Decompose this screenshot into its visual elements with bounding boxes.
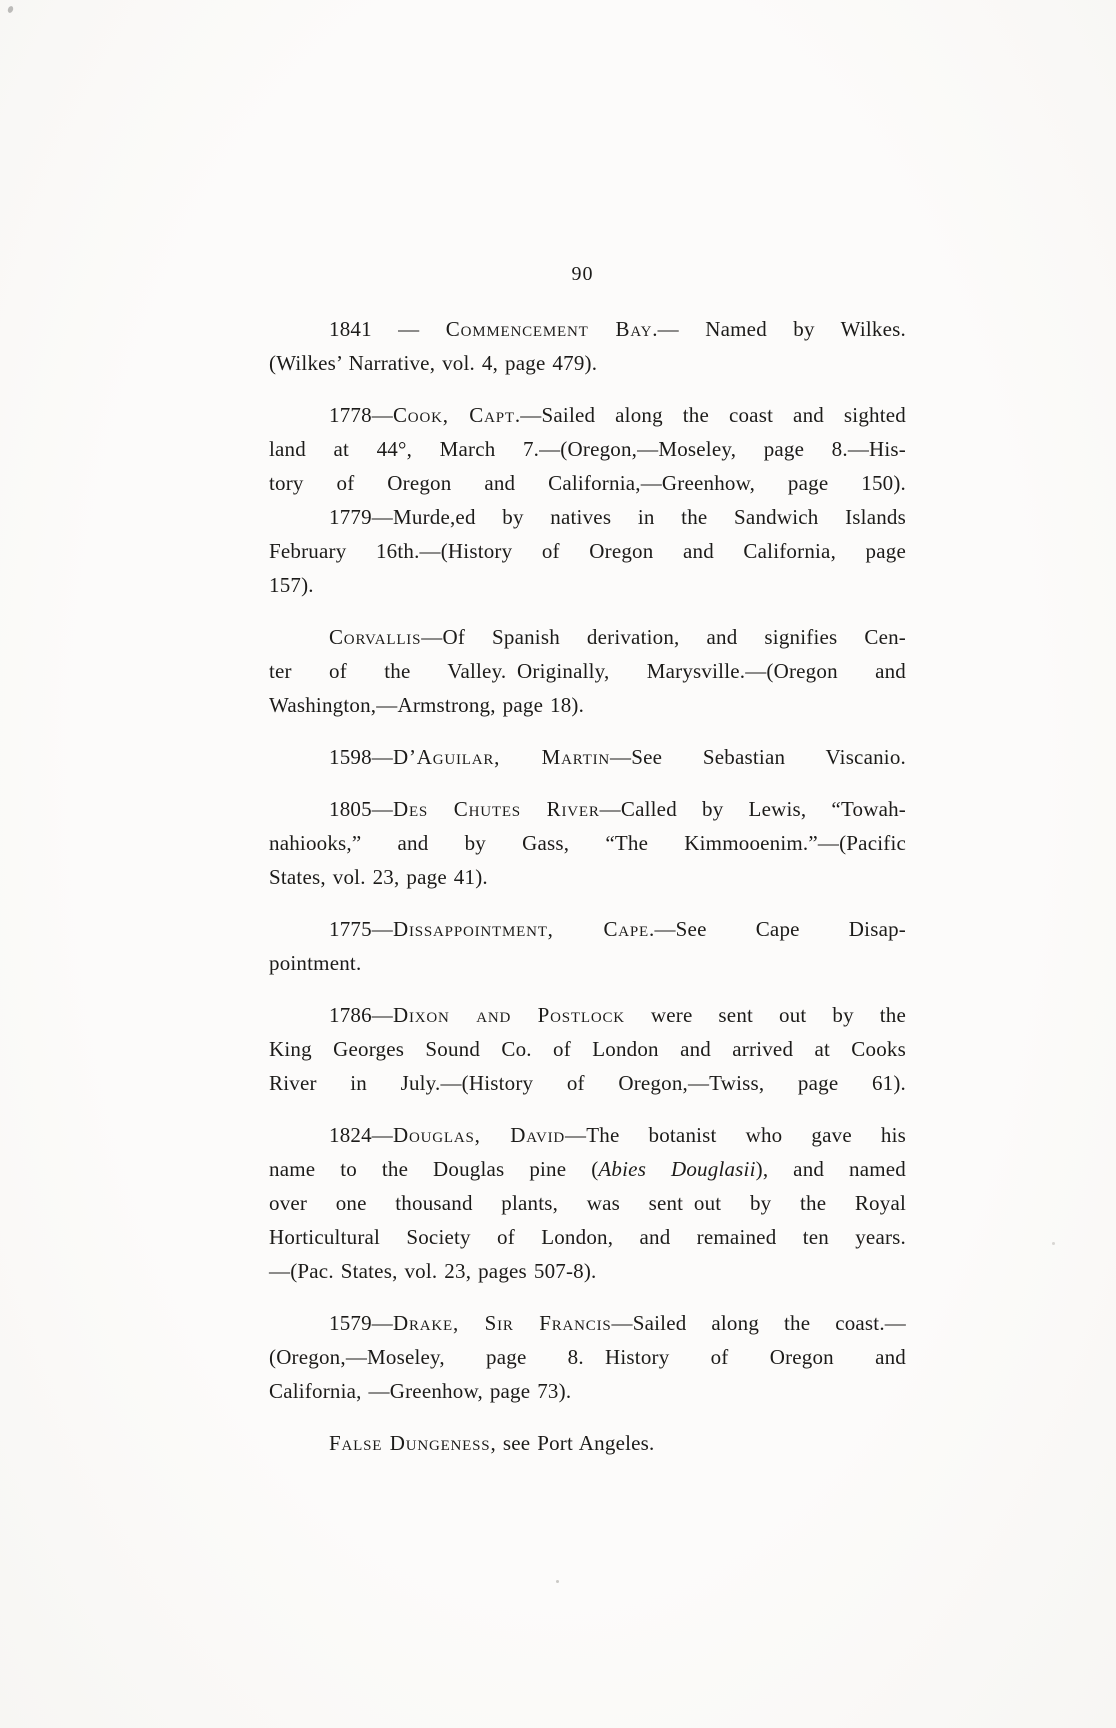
text-line: (Wilkes’ Narrative, vol. 4, page 479).	[269, 351, 598, 375]
text-line: 1775—Dissappointment, Cape.—See Cape Disap-	[329, 917, 906, 941]
text-line: tory of Oregon and California,—Greenhow, page 150).	[269, 471, 906, 495]
text-line: name to the Douglas pine (Abies Douglasii), and named	[269, 1157, 906, 1181]
text-line: 1579—Drake, Sir Francis—Sailed along the coast.—	[329, 1311, 906, 1335]
entry	[269, 792, 906, 894]
text-line: River in July.—(History of Oregon,—Twiss, page 61).	[269, 1071, 906, 1095]
text-line: 1598—D’Aguilar, Martin—See Sebastian Viscanio.	[329, 745, 906, 769]
text-line: pointment.	[269, 951, 362, 975]
text-line: nahiooks,” and by Gass, “The Kimmooenim.”—(Pacific	[269, 831, 906, 855]
text-line: —(Pac. States, vol. 23, pages 507-8).	[269, 1259, 597, 1283]
entry	[269, 1426, 906, 1460]
entry	[269, 1118, 906, 1288]
text-line: 1824—Douglas, David—The botanist who gave his	[329, 1123, 906, 1147]
scan-speck	[556, 1580, 559, 1583]
entry	[269, 312, 906, 380]
entry	[269, 998, 906, 1100]
text-line: ter of the Valley. Originally, Marysville.—(Oregon and	[269, 659, 906, 683]
text-line: False Dungeness, see Port Angeles.	[329, 1431, 655, 1455]
text-line: over one thousand plants, was sent out by the Royal	[269, 1191, 906, 1215]
text-line: States, vol. 23, page 41).	[269, 865, 488, 889]
text-line: California, —Greenhow, page 73).	[269, 1379, 572, 1403]
scan-speck	[1052, 1242, 1055, 1245]
text-line: 1778—Cook, Capt.—Sailed along the coast and sighted	[329, 403, 906, 427]
text-line: Horticultural Society of London, and remained ten years.	[269, 1225, 906, 1249]
text-line: King Georges Sound Co. of London and arrived at Cooks	[269, 1037, 906, 1061]
scan-speck	[7, 5, 14, 13]
text-line: (Oregon,—Moseley, page 8. History of Oregon and	[269, 1345, 906, 1369]
text-line: 1841 — Commencement Bay.— Named by Wilkes.	[329, 317, 906, 341]
entries	[269, 312, 906, 1460]
text-line: land at 44°, March 7.—(Oregon,—Moseley, page 8.—His-	[269, 437, 906, 461]
text-line: 157).	[269, 573, 314, 597]
text-line: February 16th.—(History of Oregon and California, page	[269, 539, 906, 563]
entry	[269, 740, 906, 774]
entry	[269, 1306, 906, 1408]
text-line: 1805—Des Chutes River—Called by Lewis, “Towah-	[329, 797, 906, 821]
entry	[269, 912, 906, 980]
text-line: 1779—Murde,ed by natives in the Sandwich Islands	[329, 505, 906, 529]
text-block	[269, 262, 906, 1460]
entry	[269, 620, 906, 722]
page-number: 90	[571, 263, 594, 285]
text-line: Corvallis—Of Spanish derivation, and signifies Cen-	[329, 625, 906, 649]
text-line: 1786—Dixon and Postlock were sent out by the	[329, 1003, 907, 1027]
entry	[269, 398, 906, 602]
text-line: Washington,—Armstrong, page 18).	[269, 693, 585, 717]
